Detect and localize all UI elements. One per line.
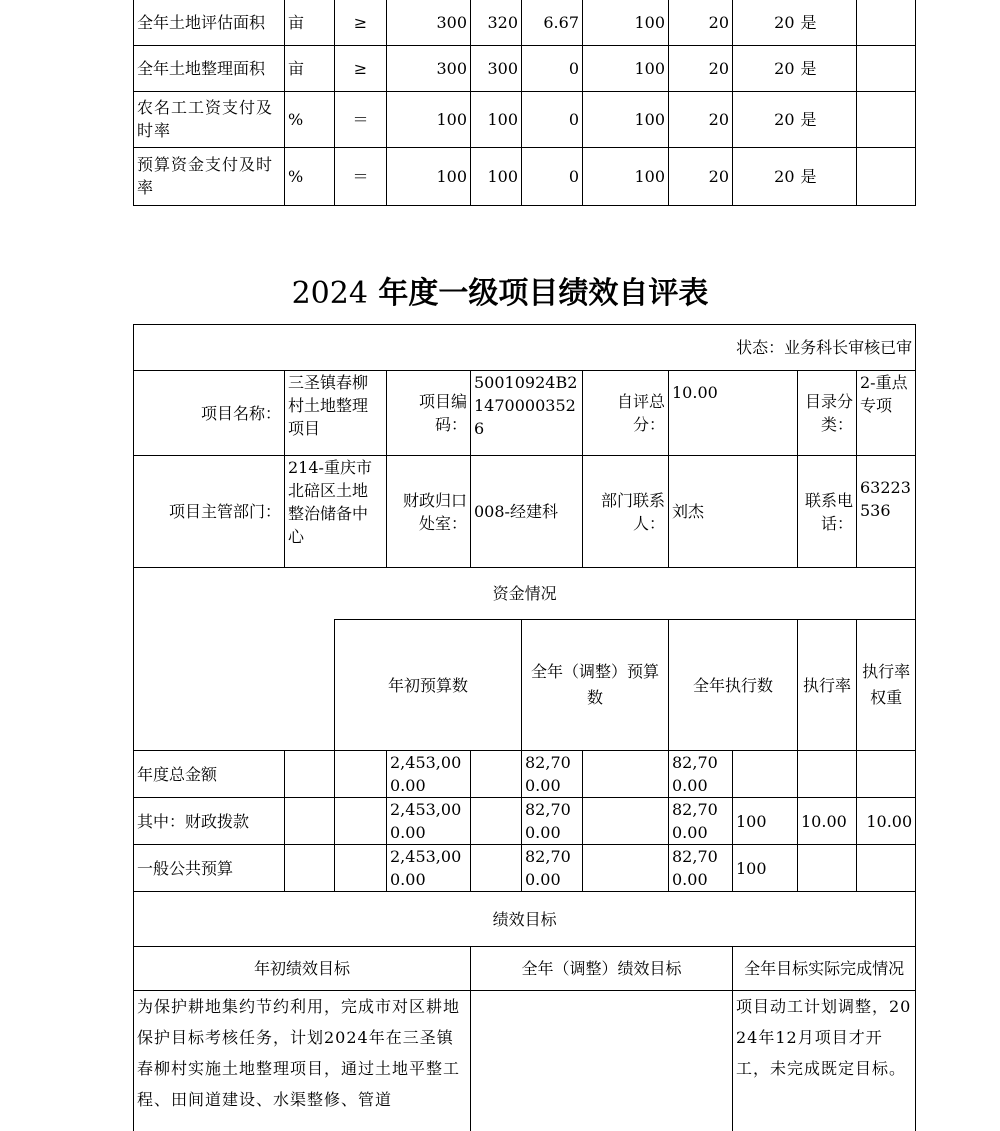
status-text: 状态：业务科长审核已审 <box>134 325 916 371</box>
phone-label: 联系电话： <box>798 456 857 568</box>
self-score-label: 自评总分： <box>583 371 669 456</box>
indicator-actual: 320 <box>471 0 522 45</box>
indicator-target: 300 <box>387 0 471 45</box>
perf-adjusted-text <box>471 991 733 1131</box>
title-text: 年度一级项目绩效自评表 <box>378 276 709 311</box>
fund-weight <box>798 751 857 798</box>
catalog-value: 2-重点专项 <box>857 371 916 456</box>
indicator-target: 300 <box>387 45 471 91</box>
fund-weight <box>798 845 857 892</box>
fund-executed: 82,700.00 <box>669 798 733 845</box>
indicator-name: 农名工工资支付及时率 <box>134 91 285 147</box>
contact-label: 部门联系人： <box>583 456 669 568</box>
indicator-actual: 100 <box>471 147 522 205</box>
indicator-weight: 20 <box>669 0 733 45</box>
fund-initial: 2,453,000.00 <box>387 798 471 845</box>
indicator-name: 预算资金支付及时率 <box>134 147 285 205</box>
indicator-target: 100 <box>387 91 471 147</box>
indicator-table <box>133 0 916 206</box>
indicator-row <box>134 45 916 91</box>
indicator-score-rate: 100 <box>583 0 669 45</box>
col-rate: 执行率 <box>798 620 857 751</box>
finance-value: 008-经建科 <box>471 456 583 568</box>
indicator-unit: % <box>285 91 335 147</box>
fund-score <box>857 751 916 798</box>
indicator-actual: 100 <box>471 91 522 147</box>
perf-actual-text: 项目动工计划调整，2024年12月项目才开工，未完成既定目标。 <box>733 991 916 1131</box>
indicator-score-rate: 100 <box>583 91 669 147</box>
fund-label: 其中：财政拨款 <box>134 798 285 845</box>
dept-label: 项目主管部门： <box>134 456 285 568</box>
indicator-note <box>857 91 916 147</box>
fund-weight: 10.00 <box>798 798 857 845</box>
indicator-weight: 20 <box>669 91 733 147</box>
indicator-score: 20 <box>733 0 798 45</box>
indicator-row <box>134 147 916 205</box>
fund-executed: 82,700.00 <box>669 845 733 892</box>
fund-rate: 100 <box>733 798 798 845</box>
fund-rate: 100 <box>733 845 798 892</box>
col-rate-weight: 执行率权重 <box>857 620 916 751</box>
project-code-value: 50010924B214700003526 <box>471 371 583 456</box>
indicator-met: 是 <box>798 147 857 205</box>
perf-col-actual: 全年目标实际完成情况 <box>733 947 916 991</box>
indicator-unit: 亩 <box>285 0 335 45</box>
indicator-operator: ≥ <box>335 45 387 91</box>
perf-header: 绩效目标 <box>134 892 916 947</box>
perf-initial-text: 为保护耕地集约节约利用，完成市对区耕地保护目标考核任务，计划2024年在三圣镇春柳村实施土地整理项目，通过土地平整工程、田间道建设、水渠整修、管道 <box>134 991 471 1131</box>
fund-row <box>134 845 916 892</box>
dept-value: 214-重庆市北碚区土地整治储备中心 <box>285 456 387 568</box>
fund-label: 年度总金额 <box>134 751 285 798</box>
evaluation-table <box>133 324 916 1131</box>
indicator-note <box>857 0 916 45</box>
fund-initial: 2,453,000.00 <box>387 751 471 798</box>
phone-value: 63223536 <box>857 456 916 568</box>
indicator-met: 是 <box>798 91 857 147</box>
fund-adjusted: 82,700.00 <box>522 751 583 798</box>
catalog-label: 目录分类： <box>798 371 857 456</box>
fund-executed: 82,700.00 <box>669 751 733 798</box>
indicator-deviation: 0 <box>522 45 583 91</box>
fund-label: 一般公共预算 <box>134 845 285 892</box>
fund-score: 10.00 <box>857 798 916 845</box>
indicator-deviation: 0 <box>522 147 583 205</box>
indicator-met: 是 <box>798 45 857 91</box>
indicator-name: 全年土地评估面积 <box>134 0 285 45</box>
fund-score <box>857 845 916 892</box>
indicator-actual: 300 <box>471 45 522 91</box>
indicator-unit: 亩 <box>285 45 335 91</box>
indicator-note <box>857 45 916 91</box>
indicator-unit: % <box>285 147 335 205</box>
indicator-weight: 20 <box>669 147 733 205</box>
indicator-score-rate: 100 <box>583 147 669 205</box>
indicator-row <box>134 0 916 45</box>
indicator-note <box>857 147 916 205</box>
indicator-weight: 20 <box>669 45 733 91</box>
fund-rate <box>733 751 798 798</box>
indicator-operator: ＝ <box>335 147 387 205</box>
indicator-met: 是 <box>798 0 857 45</box>
indicator-operator: ＝ <box>335 91 387 147</box>
fund-row <box>134 798 916 845</box>
fund-adjusted: 82,700.00 <box>522 845 583 892</box>
project-name-label: 项目名称： <box>134 371 285 456</box>
indicator-score-rate: 100 <box>583 45 669 91</box>
indicator-deviation: 6.67 <box>522 0 583 45</box>
indicator-operator: ≥ <box>335 0 387 45</box>
title-year: 2024 <box>291 276 368 311</box>
col-initial-budget: 年初预算数 <box>335 620 522 751</box>
indicator-target: 100 <box>387 147 471 205</box>
perf-col-adjusted: 全年（调整）绩效目标 <box>471 947 733 991</box>
indicator-name: 全年土地整理面积 <box>134 45 285 91</box>
fund-row <box>134 751 916 798</box>
funds-header: 资金情况 <box>134 568 916 620</box>
fund-initial: 2,453,000.00 <box>387 845 471 892</box>
indicator-score: 20 <box>733 147 798 205</box>
project-name-value: 三圣镇春柳村土地整理项目 <box>285 371 387 456</box>
page-title <box>0 268 1000 312</box>
fund-adjusted: 82,700.00 <box>522 798 583 845</box>
col-adjusted-budget: 全年（调整）预算数 <box>522 620 669 751</box>
indicator-score: 20 <box>733 45 798 91</box>
col-executed: 全年执行数 <box>669 620 798 751</box>
indicator-row <box>134 91 916 147</box>
indicator-score: 20 <box>733 91 798 147</box>
project-code-label: 项目编码： <box>387 371 471 456</box>
self-score-value: 10.00 <box>669 371 798 456</box>
finance-label: 财政归口处室： <box>387 456 471 568</box>
perf-col-initial: 年初绩效目标 <box>134 947 471 991</box>
contact-value: 刘杰 <box>669 456 798 568</box>
indicator-deviation: 0 <box>522 91 583 147</box>
